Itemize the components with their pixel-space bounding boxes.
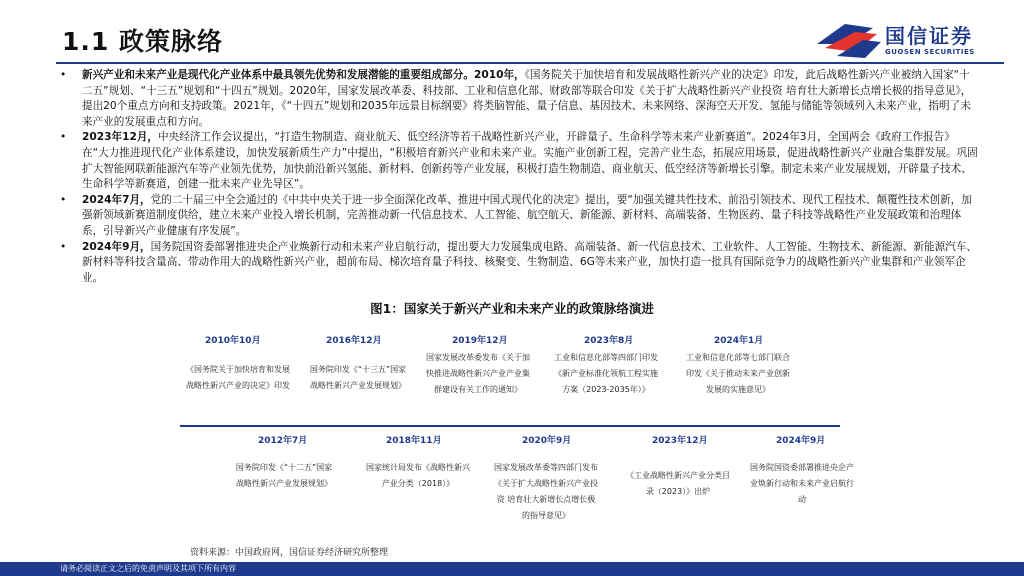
- timeline-date: 2012年7月: [258, 436, 308, 446]
- bullet-lead: 2024年9月，: [82, 240, 151, 253]
- timeline-event: 《工业战略性新兴产业分类目录（2023）》出炉: [626, 471, 730, 496]
- bullet-text: 国务院国资委部署推进央企产业焕新行动和未来产业启航行动，提出要大力发展集成电路、高端装备、新一代信息技术、工业软件、人工智能、生物技术、新能源、新能源汽车、新材料等科技含量高、带动作用大的战略性新兴产业，超前布局、梯次培育量子科技、核聚变、生物制造、6G等未来产业，加快打造一批具有国际竞争力的战略性新兴产业集群和产业领军企业。: [82, 240, 977, 284]
- bullet-text: 《国务院关于加快培育和发展战略性新兴产业的决定》印发，此后战略性新兴产业被纳入国家“十二五”规划、“十三五”规划和“十四五”规划。2020年，国家发展改革委、科技部、工业和信息化部、财政部等联合印发《关于扩大战略性新兴产业投资 培育壮大新增长点增长极的指导意见》，提出20个重点方向和支持政策。2021年，《“十四五”规划和2035年远景目标纲要》将类脑智能、量子信息、基因技术、未来网络、深海空天开发、氢能与储能等领域列入未来产业，指明了未来产业的发展重点和方向。: [82, 69, 972, 128]
- source-note: 资料来源：中国政府网，国信证券经济研究所整理: [190, 548, 389, 558]
- timeline-event: 国务院印发《“十三五”国家战略性新兴产业发展规划》: [309, 365, 407, 390]
- timeline-date: 2020年9月: [522, 436, 572, 446]
- timeline-date: 2024年1月: [714, 336, 764, 346]
- timeline-event: 国家发展改革委等四部门发布《关于扩大战略性新兴产业投资 培育壮大新增长点增长极的指导意见》: [494, 463, 598, 520]
- bullet-lead: 2024年7月，: [82, 193, 151, 206]
- bullet-text: 中央经济工作会议提出，“打造生物制造、商业航天、低空经济等若干战略性新兴产业，开辟量子、生命科学等未来产业新赛道”。2024年3月，全国两会《政府工作报告》在“大力推进现代化产业体系建设，加快发展新质生产力”中提出，“积极培育新兴产业和未来产业。实施产业创新工程，完善产业生态，拓展应用场景，促进战略性新兴产业融合集群发展。巩固扩大智能网联新能源汽车等产业领先优势，加快前沿新兴氢能、新材料、创新药等产业发展，积极打造生物制造、商业航天、低空经济等新增长引擎。制定未来产业发展规划，开辟量子技术、生命科学等新赛道，创建一批未来产业先导区”。: [82, 131, 978, 191]
- timeline-event: 国务院印发《“十二五”国家战略性新兴产业发展规划》: [235, 463, 333, 488]
- timeline-event: 国家统计局发布《战略性新兴产业分类（2018）》: [366, 463, 470, 488]
- timeline-date: 2023年12月: [652, 436, 708, 446]
- timeline-date: 2010年10月: [205, 336, 261, 346]
- timeline-date: 2019年12月: [452, 336, 508, 346]
- disclaimer-text: 请务必阅读正文之后的免责声明及其项下所有内容: [60, 564, 236, 573]
- bullet-dot-icon: •: [60, 193, 67, 206]
- footer-bar: [0, 562, 1024, 576]
- timeline-event: 国务院国资委部署推进央企产业焕新行动和未来产业启航行动: [750, 463, 854, 504]
- bullet-dot-icon: •: [60, 131, 67, 144]
- timeline-event: 工业和信息化部等七部门联合印发《关于推动未来产业创新发展的实施意见》: [686, 353, 790, 394]
- bullet-lead: 新兴产业和未来产业是现代化产业体系中最具领先优势和发展潜能的重要组成部分。2010年，: [82, 69, 525, 81]
- timeline-date: 2016年12月: [326, 336, 382, 346]
- timeline-event: 工业和信息化部等四部门印发《新产业标准化领航工程实施方案（2023-2035年）》: [554, 353, 658, 394]
- timeline-date: 2024年9月: [776, 436, 826, 446]
- bullet-dot-icon: •: [60, 69, 67, 81]
- bullet-lead: 2023年12月，: [82, 131, 159, 144]
- timeline-date: 2018年11月: [386, 436, 442, 446]
- figure-title: 图1：国家关于新兴产业和未来产业的政策脉络演进: [370, 301, 654, 316]
- timeline-date: 2023年8月: [584, 336, 634, 346]
- page-title: 1.1 政策脉络: [62, 27, 223, 56]
- timeline-axis: [180, 425, 840, 427]
- timeline-event: 《国务院关于加快培育和发展战略性新兴产业的决定》印发: [186, 365, 290, 390]
- logo-text-cn: 国信证券: [885, 24, 973, 48]
- bullet-text: 党的二十届三中全会通过的《中共中央关于进一步全面深化改革、推进中国式现代化的决定》提出，要“加强关键共性技术、前沿引领技术、现代工程技术、颠覆性技术创新，加强新领域新赛道制度供给，建立未来产业投入增长机制，完善推动新一代信息技术、人工智能、航空航天、新能源、新材料、高端装备、生物医药、量子科技等战略性产业发展政策和治理体系，引导新兴产业健康有序发展”。: [82, 193, 972, 237]
- bullet-dot-icon: •: [60, 240, 67, 253]
- logo-text-en: GUOSEN SECURITIES: [885, 48, 975, 56]
- timeline-event: 国家发展改革委发布《关于加快推进战略性新兴产业产业集群建设有关工作的通知》: [426, 353, 530, 394]
